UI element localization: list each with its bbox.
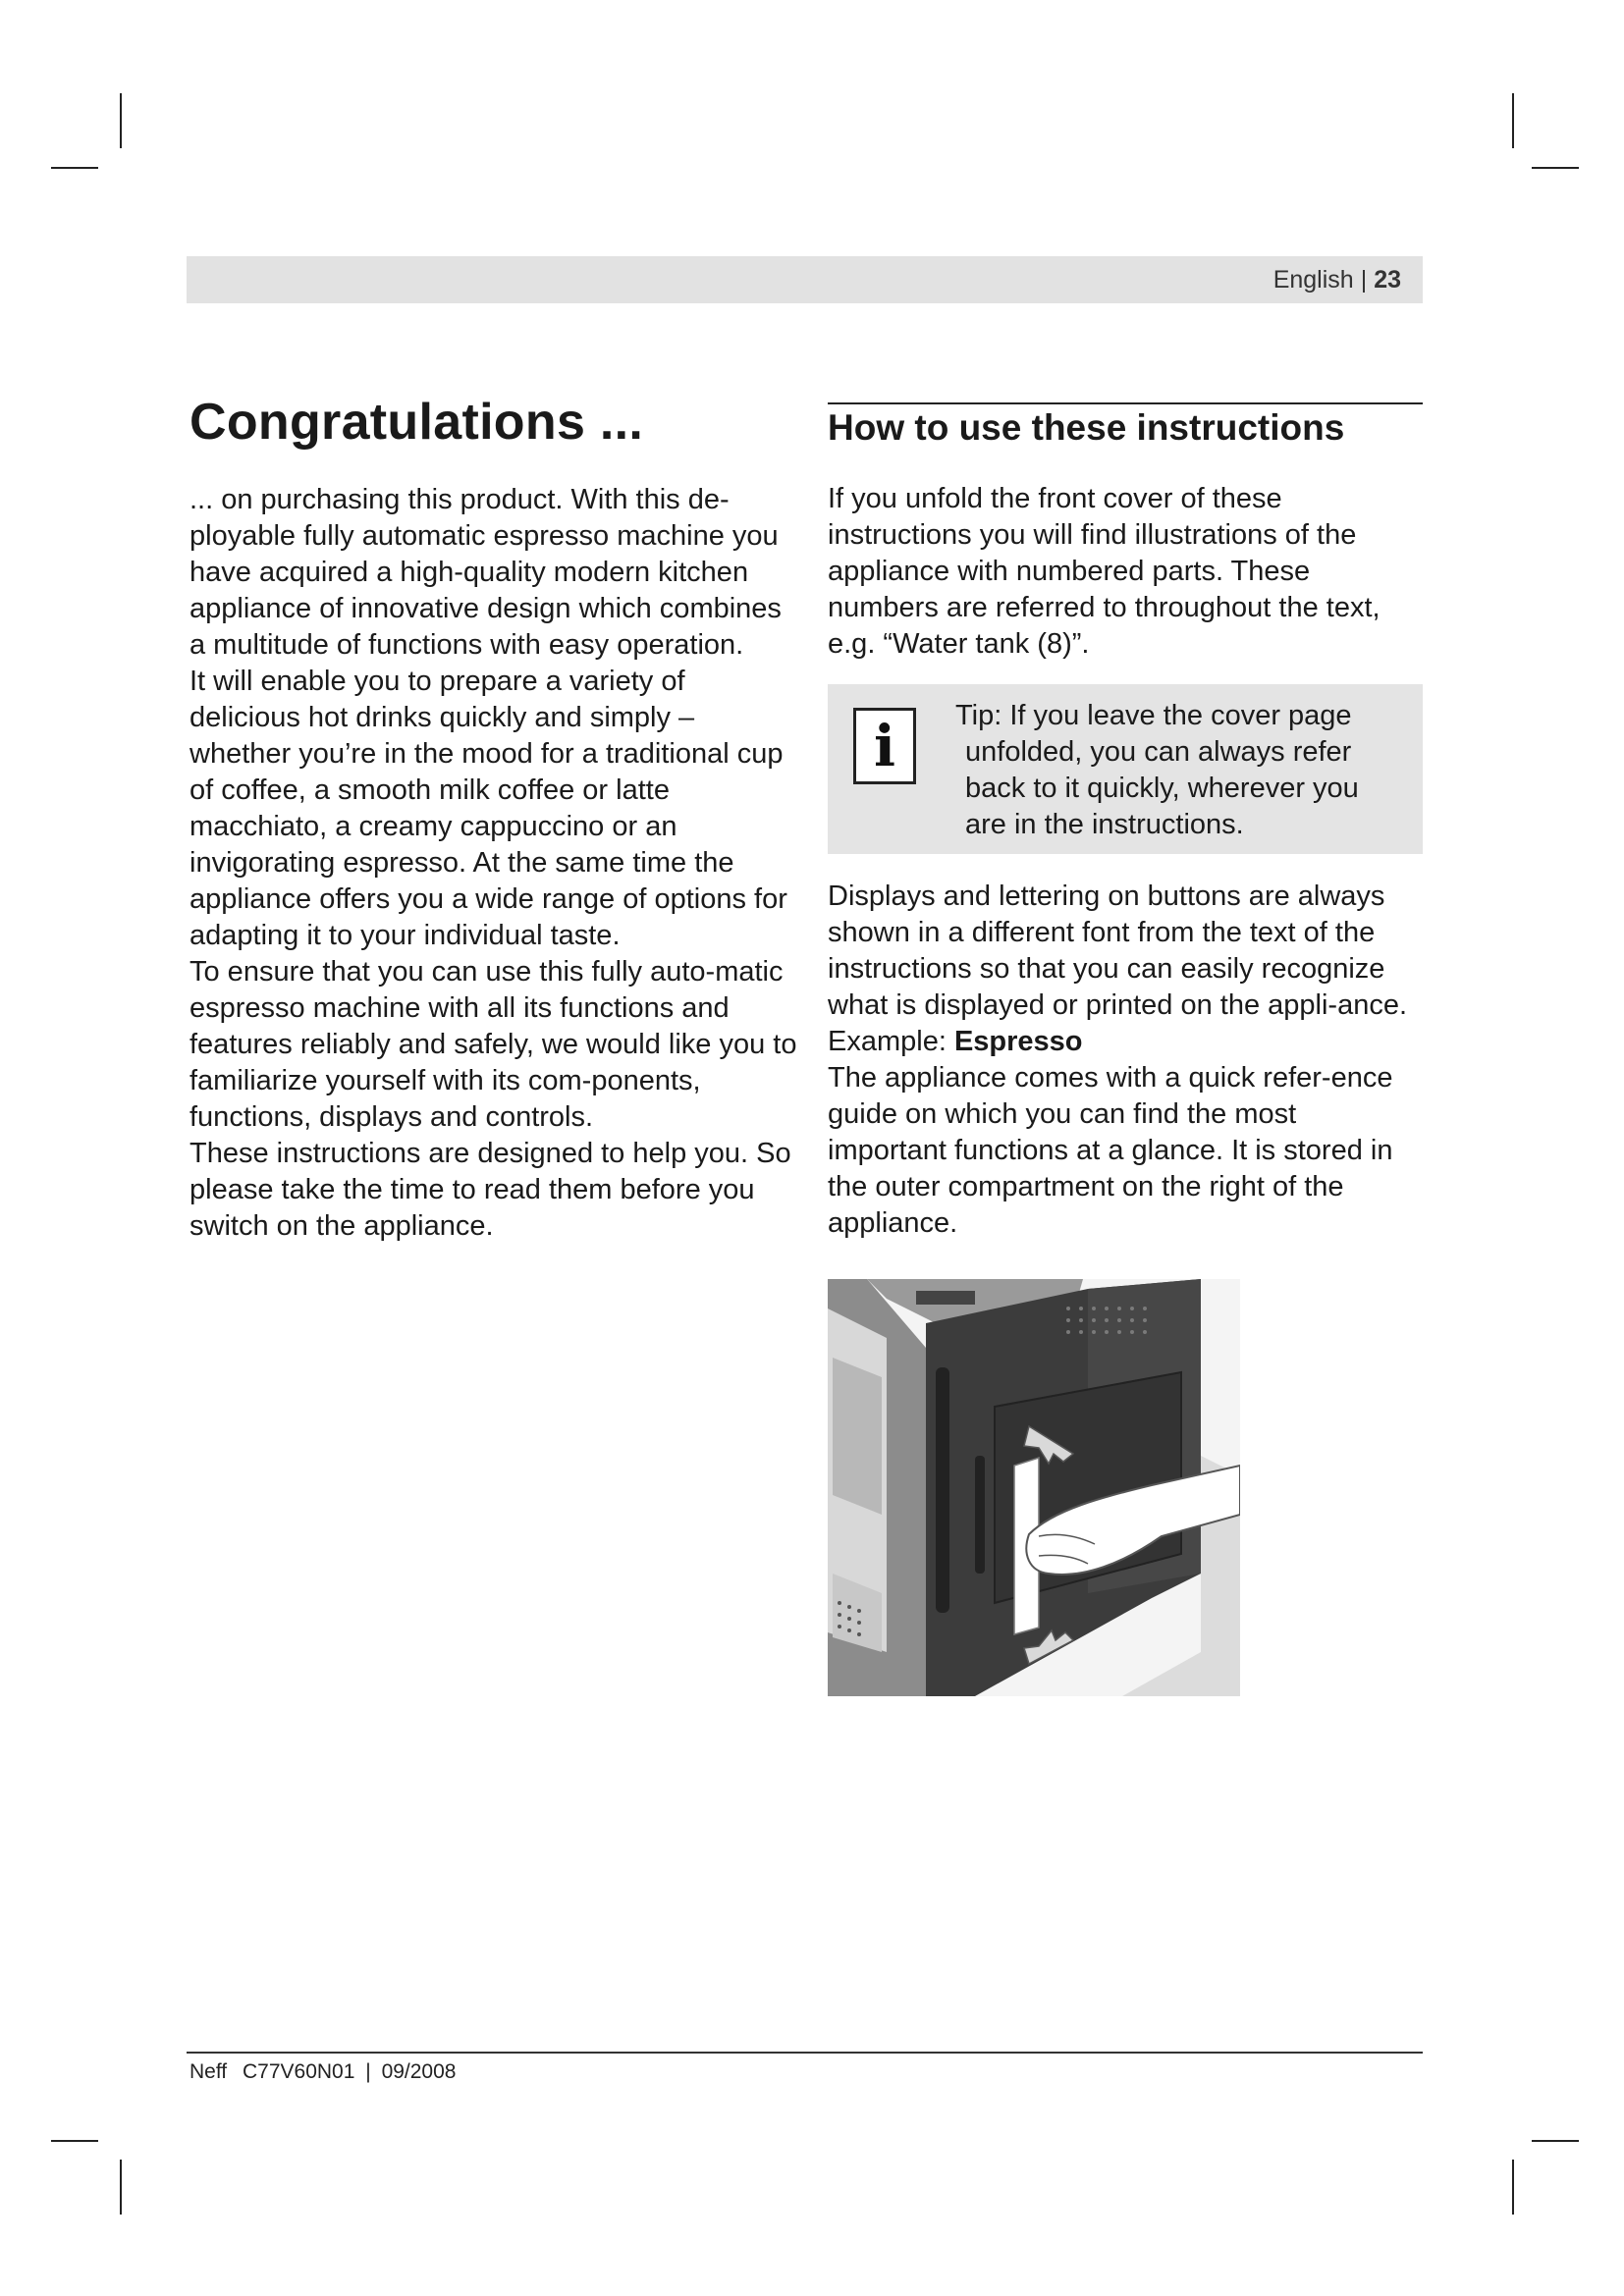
paragraph	[828, 879, 1423, 1060]
paragraph: ... on purchasing this product. With this de-ployable fully automatic espresso machine you have acquired a high-quality modern kitchen appliance of innovative design which combines a multitude of functions with easy operation.	[189, 484, 782, 661]
crop-mark	[51, 167, 98, 169]
crop-mark	[1512, 93, 1514, 148]
footer-date: 09/2008	[381, 2060, 457, 2083]
running-header	[187, 256, 1423, 303]
footer	[189, 2060, 456, 2084]
example-display-text: Espresso	[953, 1026, 1083, 1057]
header-language: English	[1272, 265, 1354, 294]
crop-mark	[1512, 2160, 1514, 2215]
paragraph-text: Displays and lettering on buttons are always shown in a different font from the text of the instructions so that you can easily recognize what is displayed or printed on the appli-ance. Example:	[828, 881, 1408, 1057]
header-separator: |	[1360, 265, 1368, 294]
paragraph: It will enable you to prepare a variety of delicious hot drinks quickly and simply – whether you’re in the mood for a traditional cup of coffee, a smooth milk coffee or latte macchiato, a creamy cappuccino or an invigorating espresso. At the same time the appliance offers you a wide range of options for adapting it to your individual taste.	[189, 666, 787, 951]
info-icon: i	[853, 708, 916, 784]
crop-mark	[1532, 167, 1579, 169]
footer-model: C77V60N01	[242, 2060, 355, 2083]
paragraph: The appliance comes with a quick refer-ence guide on which you can find the most important functions at a glance. It is stored in the outer compartment on the right of the appliance.	[828, 1062, 1393, 1239]
left-column	[189, 388, 798, 1245]
crop-mark	[120, 2160, 122, 2215]
right-body	[828, 879, 1423, 1242]
tip-line: Tip: If you leave the cover page	[955, 700, 1352, 731]
quick-reference-illustration	[828, 1279, 1240, 1696]
tip-line: back to it quickly, wherever you	[965, 773, 1359, 804]
page-title: Congratulations ...	[189, 394, 644, 451]
crop-mark	[120, 93, 122, 148]
crop-mark	[1532, 2140, 1579, 2142]
footer-brand: Neff	[189, 2060, 228, 2083]
paragraph: These instructions are designed to help you. So please take the time to read them before you switch on the appliance.	[189, 1138, 791, 1242]
page-number: 23	[1374, 265, 1401, 294]
tip-line: unfolded, you can always refer	[965, 736, 1352, 768]
tip-box	[828, 684, 1423, 854]
footer-separator: |	[365, 2060, 371, 2083]
intro-text	[828, 481, 1423, 663]
paragraph: If you unfold the front cover of these instructions you will find illustrations of the appliance with numbered parts. These numbers are referred to throughout the text, e.g. “Water tank (8)”.	[828, 483, 1380, 660]
section-title: How to use these instructions	[828, 407, 1345, 448]
crop-mark	[51, 2140, 98, 2142]
tip-text	[955, 698, 1397, 843]
tip-line: are in the instructions.	[965, 809, 1244, 840]
footer-rule	[187, 2052, 1423, 2054]
paragraph: To ensure that you can use this fully auto-matic espresso machine with all its functions and features reliably and safely, we would like you to familiarize yourself with its com-ponents, functions, displays and controls.	[189, 956, 797, 1133]
